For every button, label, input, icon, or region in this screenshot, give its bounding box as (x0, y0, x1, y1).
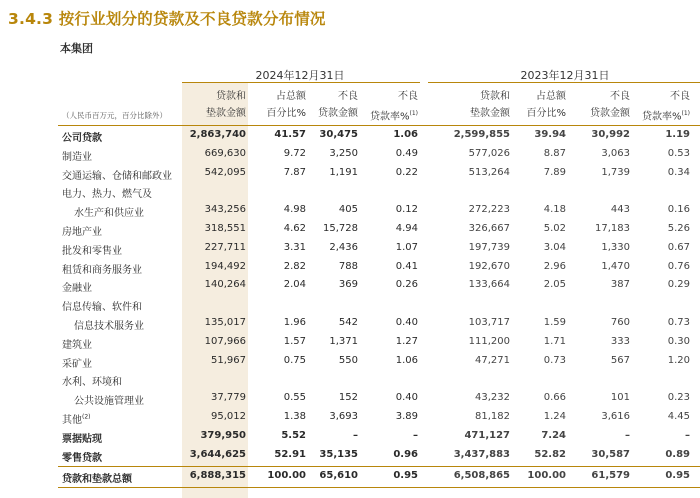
table-row (0, 165, 700, 184)
column-header-line: 百分比% (526, 108, 566, 119)
cell-value: 30,475 (319, 129, 358, 140)
cell-value: 30,587 (591, 448, 630, 460)
cell-value: 2.05 (543, 279, 566, 291)
row-label: 信息传输、软件和 (62, 302, 142, 314)
bottom-rule (58, 487, 700, 488)
cell-value: 343,256 (204, 204, 246, 216)
section-title: 3.4.3 按行业划分的贷款及不良贷款分布情况 (8, 10, 326, 28)
cell-value: 0.66 (543, 392, 566, 404)
cell-value: 17,183 (595, 223, 630, 234)
row-label: 信息技术服务业 (74, 321, 144, 332)
table-row (0, 447, 700, 466)
cell-value: 1.71 (543, 335, 566, 347)
table-row (0, 202, 700, 221)
cell-value: 542 (338, 317, 358, 328)
cell-value: 4.62 (283, 223, 306, 234)
cell-value: 6,888,315 (189, 470, 246, 482)
cell-value: 1.20 (667, 354, 690, 366)
cell-value: 550 (338, 354, 358, 366)
table-row (0, 146, 700, 165)
table-row (0, 127, 700, 146)
cell-value: 65,610 (319, 470, 358, 482)
column-header-line: 不良 (670, 91, 690, 102)
cell-value: 7.87 (283, 166, 306, 178)
cell-value: 81,182 (475, 411, 510, 422)
cell-value: 0.22 (395, 166, 418, 178)
cell-value: 3,644,625 (189, 448, 246, 460)
table-row (0, 296, 700, 315)
cell-value: 4.98 (283, 204, 306, 216)
cell-value: 0.95 (665, 470, 690, 482)
cell-value: 3.04 (543, 241, 566, 253)
cell-value: 4.18 (543, 204, 566, 216)
table-row (0, 221, 700, 240)
row-label: 制造业 (62, 151, 92, 163)
table-row (0, 334, 700, 353)
cell-value: 5.52 (281, 429, 306, 441)
table-row (0, 315, 700, 334)
row-label: 房地产业 (62, 227, 102, 238)
cell-value: 5.02 (543, 223, 566, 234)
cell-value: 1,330 (601, 241, 630, 253)
cell-value: 35,135 (319, 448, 358, 460)
period-2024-rule (182, 82, 420, 83)
cell-value: 37,779 (211, 392, 246, 404)
cell-value: 95,012 (211, 411, 246, 422)
column-header-line: 垫款金额 (206, 108, 246, 119)
cell-value: 39.94 (534, 129, 566, 140)
row-label: 零售贷款 (62, 452, 102, 464)
units-note: （人民币百万元，百分比除外） (62, 111, 167, 120)
cell-value: 43,232 (475, 392, 510, 404)
cell-value: 101 (610, 392, 630, 404)
cell-value: 2.04 (283, 279, 306, 291)
cell-value: 333 (610, 335, 630, 347)
row-label: 电力、热力、燃气及 (62, 189, 152, 201)
row-label: 交通运输、仓储和邮政业 (62, 170, 172, 182)
cell-value: 103,717 (468, 317, 510, 328)
column-header-line: 不良 (338, 91, 358, 102)
row-label: 批发和零售业 (62, 245, 122, 257)
cell-value: 1.06 (393, 129, 418, 140)
cell-value: 5.26 (667, 223, 690, 234)
cell-value: 1.06 (395, 354, 418, 366)
cell-value: 513,264 (468, 166, 510, 178)
cell-value: 471,127 (464, 429, 510, 441)
row-label: 公司贷款 (62, 133, 102, 144)
cell-value: 61,579 (591, 470, 630, 482)
cell-value: – (625, 429, 630, 441)
column-header-line: 占总额 (276, 91, 306, 102)
column-header (610, 88, 690, 125)
cell-value: 3,693 (329, 411, 358, 422)
cell-value: 47,271 (475, 354, 510, 366)
period-2023-rule (428, 82, 700, 83)
table-row (0, 468, 700, 487)
cell-value: 100.00 (267, 470, 306, 482)
cell-value: 52.91 (274, 448, 306, 460)
cell-value: 0.26 (395, 279, 418, 291)
column-header-line: 贷款和 (480, 91, 510, 102)
cell-value: 0.55 (283, 392, 306, 404)
cell-value: 1,191 (329, 166, 358, 178)
cell-value: 318,551 (204, 223, 246, 234)
cell-value: 788 (338, 260, 358, 272)
cell-value: – (685, 429, 690, 441)
cell-value: 3,250 (329, 147, 358, 159)
footnote-marker: (1) (409, 110, 418, 117)
cell-value: 1,470 (601, 260, 630, 272)
cell-value: 0.73 (667, 317, 690, 328)
period-2023: 2023年12月31日 (520, 69, 610, 82)
cell-value: 1.19 (665, 129, 690, 140)
row-label: 水生产和供应业 (74, 208, 144, 220)
cell-value: 2.82 (283, 260, 306, 272)
row-label: 水利、环境和 (62, 377, 122, 389)
column-header-line: 不良 (610, 91, 630, 102)
cell-value: 197,739 (468, 241, 510, 253)
cell-value: 1.96 (283, 317, 306, 328)
cell-value: 8.87 (543, 147, 566, 159)
column-header-line: 贷款金额 (318, 108, 358, 119)
cell-value: 7.89 (543, 166, 566, 178)
cell-value: 1.24 (543, 411, 566, 422)
cell-value: 379,950 (200, 429, 246, 441)
cell-value: 3,616 (601, 411, 630, 422)
cell-value: 51,967 (211, 354, 246, 366)
cell-value: 0.40 (395, 392, 418, 404)
cell-value: 0.41 (395, 260, 418, 272)
table-row (0, 353, 700, 372)
table-row (0, 183, 700, 202)
cell-value: 567 (610, 354, 630, 366)
cell-value: 0.23 (667, 392, 690, 404)
cell-value: 227,711 (204, 241, 246, 253)
table-row (0, 428, 700, 447)
group-label: 本集团 (60, 42, 93, 55)
column-header-line: 贷款金额 (590, 108, 630, 119)
header-rule (58, 125, 700, 126)
cell-value: 0.12 (395, 204, 418, 216)
cell-value: 0.95 (393, 470, 418, 482)
table-row (0, 371, 700, 390)
total-rule (58, 466, 700, 467)
column-header-line: 贷款率%$^{(1)}$ (641, 110, 690, 123)
cell-value: 1.27 (395, 335, 418, 347)
cell-value: 2,863,740 (189, 129, 246, 140)
cell-value: 3.31 (283, 241, 306, 253)
column-header-line: 不良 (398, 91, 418, 102)
cell-value: 0.30 (667, 335, 690, 347)
cell-value: 52.82 (534, 448, 566, 460)
row-label: 采矿业 (62, 358, 92, 370)
cell-value: 107,966 (204, 335, 246, 347)
cell-value: – (353, 429, 358, 441)
cell-value: 272,223 (468, 204, 510, 216)
cell-value: 140,264 (204, 279, 246, 291)
column-header-line: 贷款率%$^{(1)}$ (369, 110, 418, 123)
cell-value: 577,026 (468, 147, 510, 159)
column-header (338, 88, 418, 125)
column-header-line: 贷款和 (216, 91, 246, 102)
row-label: 建筑业 (62, 339, 92, 351)
period-2024: 2024年12月31日 (255, 69, 345, 82)
cell-value: 3,437,883 (453, 448, 510, 460)
cell-value: 0.89 (665, 448, 690, 460)
row-label: 其他$^{(2)}$ (62, 413, 91, 426)
table-row (0, 409, 700, 428)
cell-value: 0.16 (667, 204, 690, 216)
cell-value: 0.40 (395, 317, 418, 328)
cell-value: 152 (338, 392, 358, 404)
cell-value: 4.45 (667, 411, 690, 422)
cell-value: 6,508,865 (453, 470, 510, 482)
cell-value: 0.49 (395, 147, 418, 159)
cell-value: 192,670 (468, 260, 510, 272)
cell-value: 2.96 (543, 260, 566, 272)
row-label: 贷款和垫款总额 (62, 474, 132, 486)
cell-value: 1.38 (283, 411, 306, 422)
cell-value: 3.89 (395, 411, 418, 422)
cell-value: 1.59 (543, 317, 566, 328)
cell-value: 3,063 (601, 147, 630, 159)
row-label: 租赁和商务服务业 (62, 264, 142, 276)
cell-value: 7.24 (541, 429, 566, 441)
cell-value: 669,630 (204, 147, 246, 159)
table-row (0, 277, 700, 296)
cell-value: 2,599,855 (453, 129, 510, 140)
row-label: 票据贴现 (62, 433, 102, 445)
cell-value: 15,728 (323, 223, 358, 234)
cell-value: 111,200 (468, 335, 510, 347)
cell-value: 0.53 (667, 147, 690, 159)
footnote-marker: (1) (681, 110, 690, 117)
cell-value: 1,371 (329, 335, 358, 347)
cell-value: – (413, 429, 418, 441)
cell-value: 135,017 (204, 317, 246, 328)
cell-value: 0.29 (667, 279, 690, 291)
cell-value: 2,436 (329, 241, 358, 253)
table-row (0, 259, 700, 278)
cell-value: 443 (610, 204, 630, 216)
footnote-marker: (2) (82, 413, 91, 421)
cell-value: 760 (610, 317, 630, 328)
cell-value: 369 (338, 279, 358, 291)
cell-value: 405 (338, 204, 358, 216)
cell-value: 0.73 (543, 354, 566, 366)
table-row (0, 240, 700, 259)
column-header-line: 占总额 (536, 91, 566, 102)
cell-value: 41.57 (274, 129, 306, 140)
cell-value: 133,664 (468, 279, 510, 291)
cell-value: 0.34 (667, 166, 690, 178)
cell-value: 387 (610, 279, 630, 291)
table-row (0, 390, 700, 409)
cell-value: 100.00 (527, 470, 566, 482)
row-label: 金融业 (62, 283, 92, 295)
column-header-line: 垫款金额 (470, 108, 510, 119)
cell-value: 0.67 (667, 241, 690, 253)
cell-value: 194,492 (204, 260, 246, 272)
cell-value: 9.72 (283, 147, 306, 159)
cell-value: 1.07 (395, 241, 418, 253)
cell-value: 542,095 (204, 166, 246, 178)
cell-value: 1.57 (283, 335, 306, 347)
cell-value: 4.94 (395, 223, 418, 234)
row-label: 公共设施管理业 (74, 396, 144, 408)
cell-value: 1,739 (601, 166, 630, 178)
cell-value: 0.76 (667, 260, 690, 272)
cell-value: 0.75 (283, 354, 306, 366)
column-header-line: 百分比% (266, 108, 306, 119)
cell-value: 30,992 (591, 129, 630, 140)
cell-value: 326,667 (468, 223, 510, 234)
cell-value: 0.96 (393, 448, 418, 460)
